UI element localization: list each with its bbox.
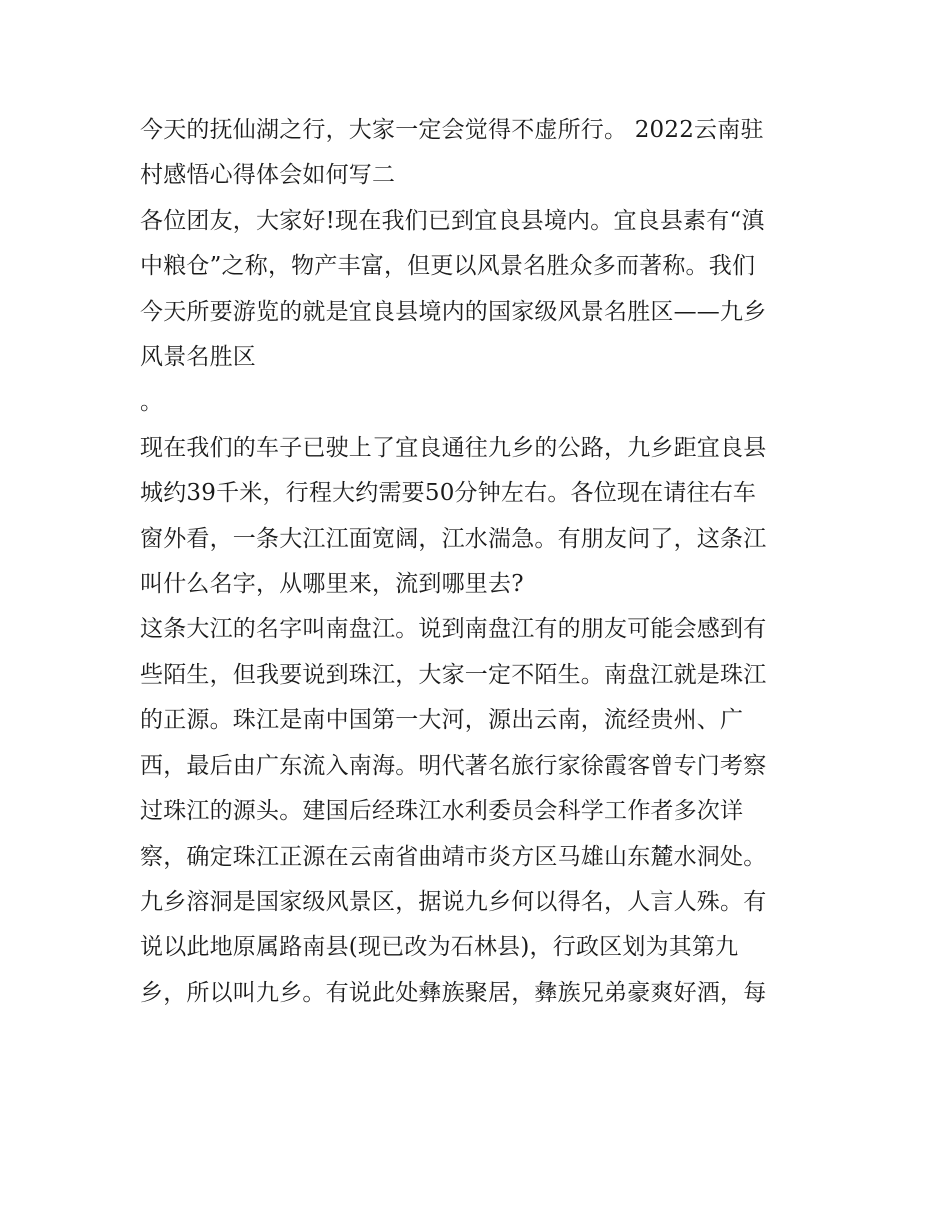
text-line: 城约39千米，行程大约需要50分钟左右。各位现在请往右车 [140,480,757,507]
text-line: 叫什么名字，从哪里来，流到哪里去? [140,571,524,598]
paragraph-road-to-jiuxiang [140,426,812,608]
text-line: 这条大江的名字叫南盘江。说到南盘江有的朋友可能会感到有 [140,616,767,643]
text-line: 九乡溶洞是国家级风景区，据说九乡何以得名，人言人殊。有 [140,888,767,915]
paragraph-yiliang-intro [140,199,812,426]
text-line: 现在我们的车子已驶上了宜良通往九乡的公路，九乡距宜良县 [140,434,767,461]
text-line: 今天的抚仙湖之行，大家一定会觉得不虚所行。 2022云南驻 [140,117,764,143]
paragraph-nanpan-river [140,607,812,879]
paragraph-fuxian-lake-closing [140,108,812,199]
text-line: 些陌生，但我要说到珠江，大家一定不陌生。南盘江就是珠江 [140,661,767,688]
text-line: 乡，所以叫九乡。有说此处彝族聚居，彝族兄弟豪爽好酒，每 [140,979,767,1006]
paragraph-jiuxiang-name-origin [140,880,812,1016]
text-line: 。 [140,389,164,416]
text-line: 各位团友，大家好!现在我们已到宜良县境内。宜良县素有“滇 [140,207,765,234]
text-line: 中粮仓”之称，物产丰富，但更以风景名胜众多而著称。我们 [140,253,756,280]
text-line: 西，最后由广东流入南海。明代著名旅行家徐霞客曾专门考察 [140,752,767,779]
document-body [140,108,812,1016]
text-line: 风景名胜区 [140,344,256,371]
text-line: 窗外看，一条大江江面宽阔，江水湍急。有朋友问了，这条江 [140,525,767,552]
text-line: 的正源。珠江是南中国第一大河，源出云南，流经贵州、广 [140,707,744,734]
text-line: 村感悟心得体会如何写二 [140,162,396,189]
text-line: 过珠江的源头。建国后经珠江水利委员会科学工作者多次详 [140,798,744,825]
text-line: 说以此地原属路南县(现已改为石林县)，行政区划为其第九 [140,934,739,961]
text-line: 今天所要游览的就是宜良县境内的国家级风景名胜区——九乡 [140,298,767,325]
text-line: 察，确定珠江正源在云南省曲靖市炎方区马雄山东麓水洞处。 [140,843,767,870]
